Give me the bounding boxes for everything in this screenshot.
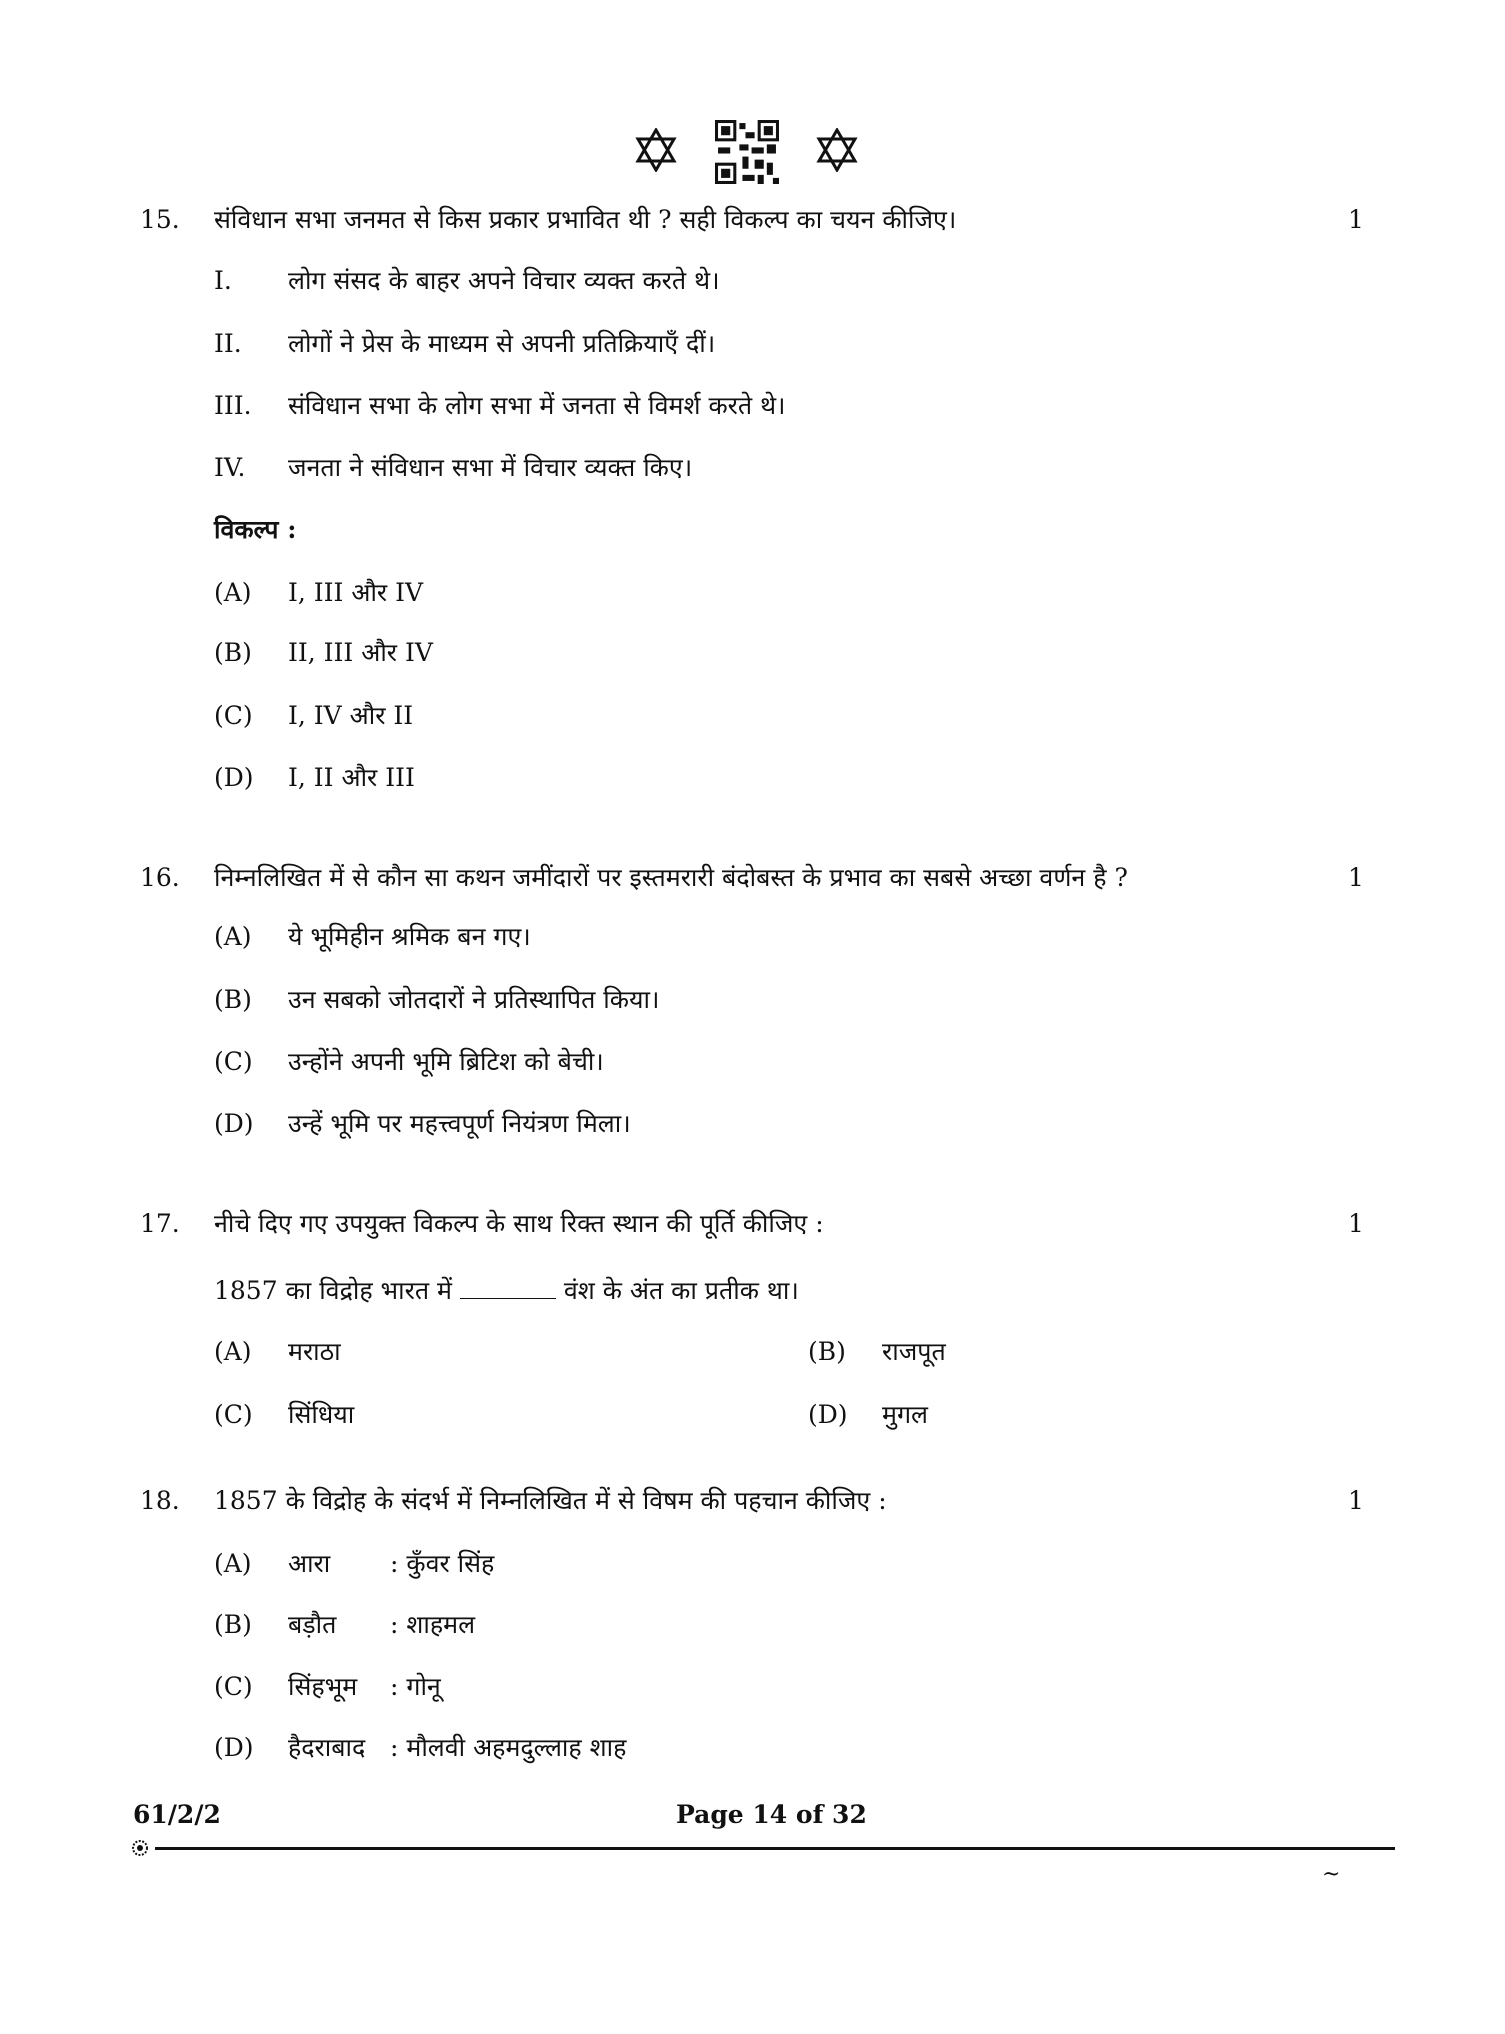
star-of-david-icon (815, 128, 859, 172)
question-marks: 1 (1348, 1209, 1364, 1238)
option-label: (D) (808, 1400, 848, 1429)
option-label: (B) (214, 985, 252, 1014)
option-text: सिंधिया (288, 1400, 355, 1429)
question-number: 15. (140, 205, 180, 234)
option-text: I, II और III (288, 763, 415, 792)
option-label: (D) (214, 763, 254, 792)
sentence-before-blank: 1857 का विद्रोह भारत में (214, 1276, 452, 1305)
paper-code: 61/2/2 (133, 1800, 221, 1829)
option-text: मराठा (288, 1337, 341, 1366)
question-text: संविधान सभा जनमत से किस प्रकार प्रभावित थी ? सही विकल्प का चयन कीजिए। (214, 205, 957, 234)
option-label: (A) (214, 578, 252, 607)
option-person: : मौलवी अहमदुल्लाह शाह (390, 1733, 627, 1762)
option-label: (C) (214, 1672, 253, 1701)
question-marks: 1 (1348, 863, 1364, 892)
page-number: Page 14 of 32 (676, 1800, 867, 1829)
option-text: II, III और IV (288, 638, 433, 667)
statement-text: संविधान सभा के लोग सभा में जनता से विमर्श करते थे। (288, 391, 786, 420)
option-person: : शाहमल (390, 1610, 476, 1639)
option-text: राजपूत (882, 1337, 946, 1366)
option-person: : गोनू (390, 1672, 441, 1701)
statement-label: II. (214, 329, 242, 358)
star-of-david-icon (634, 128, 678, 172)
statement-text: लोग संसद के बाहर अपने विचार व्यक्त करते थे। (288, 266, 720, 295)
option-label: (A) (214, 922, 252, 951)
option-text: उन्हें भूमि पर महत्त्वपूर्ण नियंत्रण मिला। (288, 1109, 631, 1138)
question-marks: 1 (1348, 1486, 1364, 1515)
option-label: (B) (214, 1610, 252, 1639)
question-text: निम्नलिखित में से कौन सा कथन जमींदारों पर इस्तमरारी बंदोबस्त के प्रभाव का सबसे अच्छा वर्णन है ? (214, 863, 1128, 892)
option-label: (B) (808, 1337, 846, 1366)
option-text: I, III और IV (288, 578, 424, 607)
fill-in-sentence (214, 1274, 799, 1308)
option-text: I, IV और II (288, 701, 414, 730)
option-text: मुगल (882, 1400, 928, 1429)
footer-divider (155, 1847, 1395, 1850)
question-marks: 1 (1348, 205, 1364, 234)
option-label: (D) (214, 1109, 254, 1138)
option-label: (C) (214, 701, 253, 730)
corner-mark: ~ (1322, 1862, 1341, 1887)
option-label: (A) (214, 1337, 252, 1366)
question-number: 16. (140, 863, 180, 892)
option-label: (B) (214, 638, 252, 667)
question-number: 18. (140, 1486, 180, 1515)
option-text: ये भूमिहीन श्रमिक बन गए। (288, 922, 531, 951)
option-label: (C) (214, 1047, 253, 1076)
flower-ornament-icon (130, 1838, 150, 1858)
option-label: (C) (214, 1400, 253, 1429)
statement-text: जनता ने संविधान सभा में विचार व्यक्त किए। (288, 453, 693, 482)
qr-code-icon (715, 120, 779, 184)
option-place: आरा (288, 1549, 331, 1578)
statement-text: लोगों ने प्रेस के माध्यम से अपनी प्रतिक्रियाएँ दीं। (288, 329, 716, 358)
option-text: उन सबको जोतदारों ने प्रतिस्थापित किया। (288, 985, 660, 1014)
option-text: उन्होंने अपनी भूमि ब्रिटिश को बेची। (288, 1047, 604, 1076)
statement-label: IV. (214, 453, 246, 482)
option-label: (D) (214, 1733, 254, 1762)
sentence-after-blank: वंश के अंत का प्रतीक था। (563, 1276, 799, 1305)
blank-line (460, 1276, 556, 1299)
question-text: 1857 के विद्रोह के संदर्भ में निम्नलिखित में से विषम की पहचान कीजिए : (214, 1486, 887, 1515)
statement-label: I. (214, 266, 232, 295)
options-heading: विकल्प : (214, 515, 297, 544)
option-label: (A) (214, 1549, 252, 1578)
statement-label: III. (214, 391, 252, 420)
option-place: सिंहभूम (288, 1672, 358, 1701)
option-person: : कुँवर सिंह (390, 1549, 495, 1578)
option-place: हैदराबाद (288, 1733, 366, 1762)
question-number: 17. (140, 1209, 180, 1238)
question-text: नीचे दिए गए उपयुक्त विकल्प के साथ रिक्त स्थान की पूर्ति कीजिए : (214, 1209, 824, 1238)
option-place: बड़ौत (288, 1610, 337, 1639)
